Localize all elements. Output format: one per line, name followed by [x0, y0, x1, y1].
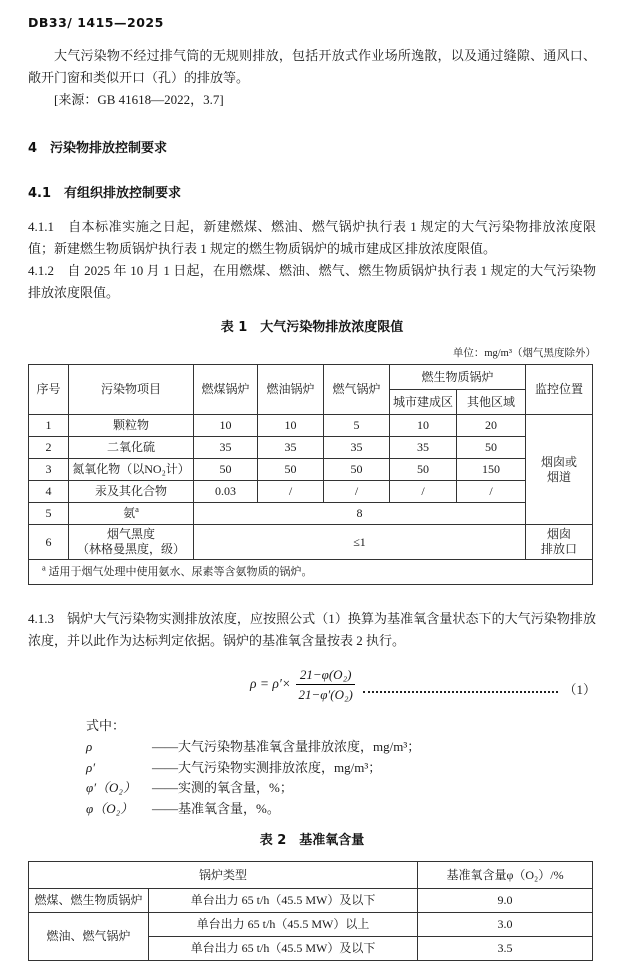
- definition-desc: ——基准氧含量，%。: [152, 800, 280, 816]
- table1-header-gas: 燃气锅炉: [324, 365, 390, 415]
- footnote-ref: a: [135, 504, 139, 514]
- dot-leader: [363, 689, 558, 693]
- row3-no: 3: [29, 459, 69, 481]
- definition-desc: ——实测的氧含量，%；: [152, 780, 293, 795]
- row6-value: ≤1: [194, 525, 526, 560]
- definition-row: [28, 737, 596, 758]
- t2-row1-type: 燃煤、燃生物质锅炉: [29, 889, 149, 913]
- row3-oil: 50: [258, 459, 324, 481]
- table1-header-seq: 序号: [29, 365, 69, 415]
- table1-title: 表 1 大气污染物排放浓度限值: [220, 320, 404, 335]
- source-note: [来源：GB 41618—2022，3.7]: [54, 92, 224, 107]
- section-4-heading: 4 污染物排放控制要求: [28, 141, 168, 156]
- table1-header-urban: 城市建成区: [390, 390, 457, 415]
- table-row: [29, 481, 593, 503]
- row1-coal: 10: [194, 415, 258, 437]
- where-label: 式中：: [86, 718, 126, 733]
- table-row: [29, 437, 593, 459]
- intro-paragraph: 大气污染物不经过排气筒的无规则排放，包括开放式作业场所逸散，以及通过缝隙、通风口、敞开门窗和类似开口（孔）的排放等。: [28, 48, 596, 85]
- row4-urban: /: [390, 481, 457, 503]
- definition-row: [28, 799, 596, 820]
- row4-gas: /: [324, 481, 390, 503]
- table2-header-o2: 基准氧含量φ（O₂）/%: [418, 862, 593, 889]
- row4-coal: 0.03: [194, 481, 258, 503]
- table1-header-monitor: 监控位置: [526, 365, 593, 415]
- row2-gas: 35: [324, 437, 390, 459]
- row4-other: /: [457, 481, 526, 503]
- table1-unit-note: 单位：mg/m³（烟气黑度除外）: [452, 348, 596, 359]
- row3-gas: 50: [324, 459, 390, 481]
- table2-title: 表 2 基准氧含量: [259, 833, 365, 848]
- table1-header-row-1: [29, 365, 593, 390]
- t2-row2-type: 燃油、燃气锅炉: [29, 913, 149, 961]
- table1-header-oil: 燃油锅炉: [258, 365, 324, 415]
- table1-header-pollutant: 污染物项目: [69, 365, 194, 415]
- doc-number: DB33/ 1415—2025: [28, 15, 164, 30]
- formula-expression: [250, 666, 355, 703]
- equation-number: （1）: [563, 682, 596, 697]
- t2-row2-capacity: 单台出力 65 t/h（45.5 MW）以上: [149, 913, 418, 937]
- table1-header-other-region: 其他区域: [457, 390, 526, 415]
- clause-4-1-3: 4.1.3 锅炉大气污染物实测排放浓度，应按照公式（1）换算为基准氧含量状态下的大气污染物排放浓度，并以此作为达标判定依据。锅炉的基准氧含量按表 2 执行。: [28, 611, 596, 648]
- row3-other: 150: [457, 459, 526, 481]
- row2-no: 2: [29, 437, 69, 459]
- table2-reference-oxygen: [28, 861, 593, 961]
- formula-denominator: 21−φ′(O₂): [298, 686, 353, 702]
- table-row: [29, 459, 593, 481]
- row2-urban: 35: [390, 437, 457, 459]
- table-row: [29, 415, 593, 437]
- clause-4-1-1: 4.1.1 自本标准实施之日起，新建燃煤、燃油、燃气锅炉执行表 1 规定的大气污染物排放浓度限值；新建燃生物质锅炉执行表 1 规定的燃生物质锅炉的城市建成区排放浓度限值。: [28, 219, 596, 256]
- row2-other: 50: [457, 437, 526, 459]
- clause-4-1-2: 4.1.2 自 2025 年 10 月 1 日起，在用燃煤、燃油、燃气、燃生物质锅炉执行表 1 规定的大气污染物排放浓度限值。: [28, 263, 596, 300]
- row2-coal: 35: [194, 437, 258, 459]
- t2-row3-value: 3.5: [418, 937, 593, 961]
- section-4-1-heading: 4.1 有组织排放控制要求: [28, 186, 182, 201]
- smoke-blackness-line1: 烟气黑度: [106, 527, 155, 541]
- monitor-line2: 烟道: [547, 469, 572, 484]
- table2-header-row: [29, 862, 593, 889]
- formula-numerator: 21−φ(O₂): [296, 666, 356, 685]
- monitor-line1: 烟囱或: [541, 454, 578, 469]
- row4-name: 汞及其化合物: [69, 481, 194, 503]
- monitor6-line2: 排放口: [541, 542, 578, 556]
- row5-no: 5: [29, 503, 69, 525]
- formula-lhs: ρ = ρ′×: [250, 676, 291, 691]
- t2-row3-capacity: 单台出力 65 t/h（45.5 MW）及以下: [149, 937, 418, 961]
- row2-oil: 35: [258, 437, 324, 459]
- table1-header-coal: 燃煤锅炉: [194, 365, 258, 415]
- row6-name: [69, 525, 194, 560]
- row1-gas: 5: [324, 415, 390, 437]
- definition-symbol: ρ′: [86, 759, 96, 775]
- table1-footnote-row: [29, 560, 593, 585]
- row1-other: 20: [457, 415, 526, 437]
- row5-value: 8: [194, 503, 526, 525]
- row1-oil: 10: [258, 415, 324, 437]
- definition-symbol: ρ: [86, 739, 93, 754]
- monitor-location-row6: [526, 525, 593, 560]
- t2-row2-value: 3.0: [418, 913, 593, 937]
- definition-desc: ——大气污染物基准氧含量排放浓度，mg/m³；: [152, 739, 421, 754]
- definition-desc: ——大气污染物实测排放浓度，mg/m³；: [152, 759, 382, 775]
- row2-name: 二氧化硫: [69, 437, 194, 459]
- row1-urban: 10: [390, 415, 457, 437]
- row6-no: 6: [29, 525, 69, 560]
- definition-row: [28, 778, 596, 799]
- t2-row1-value: 9.0: [418, 889, 593, 913]
- table-row: [29, 503, 593, 525]
- footnote-text: 适用于烟气处理中使用氨水、尿素等含氨物质的锅炉。: [48, 565, 313, 578]
- monitor6-line1: 烟囱: [547, 527, 572, 541]
- formula-1: [28, 662, 596, 706]
- table1-footnote: [29, 560, 593, 585]
- table1-emission-limits: [28, 364, 593, 585]
- row4-no: 4: [29, 481, 69, 503]
- monitor-location-rows1-5: [526, 415, 593, 525]
- table-row: [29, 525, 593, 560]
- row3-name: 氮氧化物（以NO₂计）: [69, 459, 194, 481]
- ammonia-label: 氨: [123, 506, 136, 520]
- row1-no: 1: [29, 415, 69, 437]
- row1-name: 颗粒物: [69, 415, 194, 437]
- row3-urban: 50: [390, 459, 457, 481]
- row4-oil: /: [258, 481, 324, 503]
- table-row: [29, 913, 593, 937]
- footnote-marker: a: [42, 561, 46, 572]
- formula-fraction: [296, 666, 356, 703]
- definition-symbol: φ′（O₂）: [86, 780, 136, 795]
- table2-header-type: 锅炉类型: [29, 862, 418, 889]
- t2-row1-capacity: 单台出力 65 t/h（45.5 MW）及以下: [149, 889, 418, 913]
- table-row: [29, 889, 593, 913]
- definition-row: [28, 758, 596, 779]
- definition-symbol: φ（O₂）: [86, 800, 134, 816]
- smoke-blackness-line2: （林格曼黑度，级）: [76, 542, 185, 556]
- table1-header-biomass: 燃生物质锅炉: [390, 365, 526, 390]
- row3-coal: 50: [194, 459, 258, 481]
- row5-name: [69, 503, 194, 525]
